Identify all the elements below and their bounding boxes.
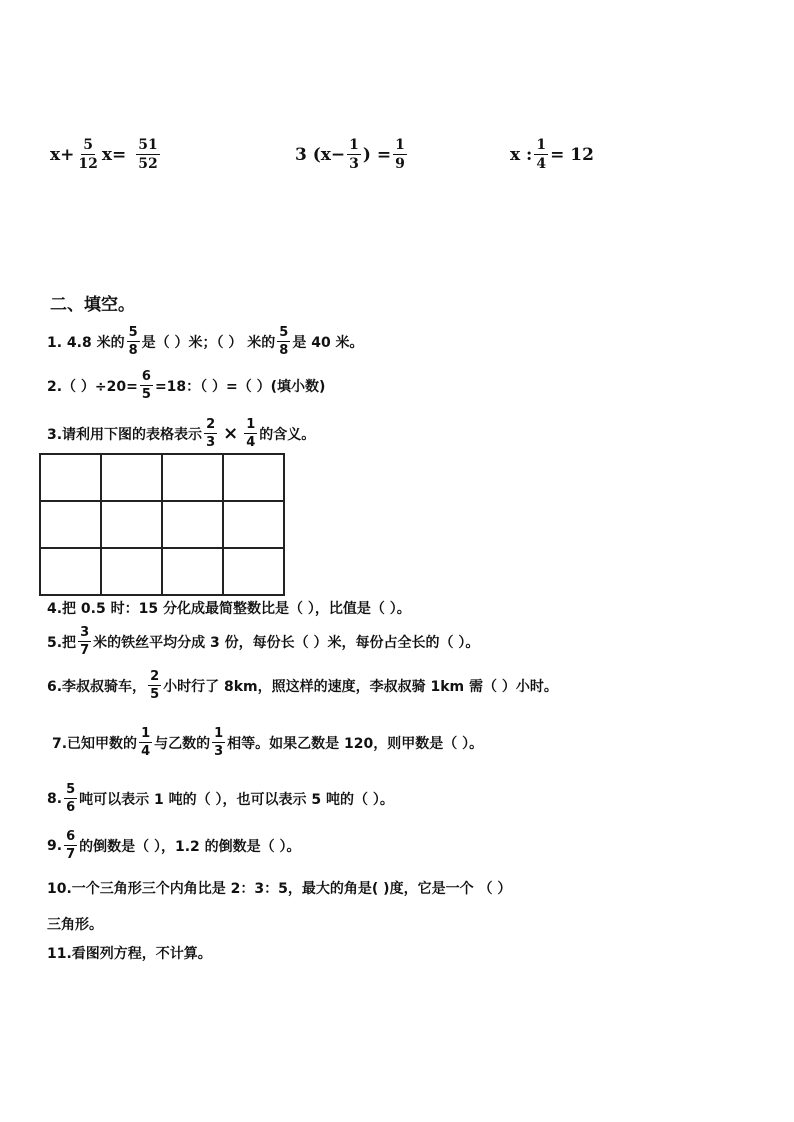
fraction: $\frac{2}{3}$ bbox=[206, 417, 216, 450]
fraction: $\frac{1}{3}$ bbox=[214, 726, 224, 759]
equation-text: x= bbox=[101, 144, 127, 165]
question-6: 6.李叔叔骑车， $\frac{2}{5}$ 小时行了 8km，照这样的速度，李叔叔骑 1km 需（ ）小时。 bbox=[47, 669, 558, 702]
question-8: 8. $\frac{5}{6}$ 吨可以表示 1 吨的（ ），也可以表示 5 吨的（ ）。 bbox=[47, 782, 394, 815]
fraction: $\frac{51}{52}$ bbox=[138, 137, 158, 172]
fraction: $\frac{1}{4}$ bbox=[141, 726, 151, 759]
grid-cell[interactable] bbox=[101, 501, 162, 548]
equation-1 bbox=[50, 138, 162, 171]
question-7: 7.已知甲数的 $\frac{1}{4}$ 与乙数的 $\frac{1}{3}$ 相等。如果乙数是 120，则甲数是（ ）。 bbox=[52, 726, 484, 759]
fraction: $\frac{3}{7}$ bbox=[80, 625, 90, 658]
question-9: 9. $\frac{6}{7}$ 的倒数是（ ），1.2 的倒数是（ ）。 bbox=[47, 829, 301, 862]
fraction: $\frac{6}{5}$ bbox=[141, 369, 151, 402]
question-10-line-2: 三角形。 bbox=[47, 917, 103, 933]
fraction: $\frac{6}{7}$ bbox=[66, 829, 76, 862]
question-10-line-1: 10.一个三角形三个内角比是 2：3：5，最大的角是( )度，它是一个 （ ） bbox=[47, 881, 512, 897]
fraction: $\frac{5}{8}$ bbox=[128, 325, 138, 358]
answer-grid[interactable] bbox=[39, 453, 285, 596]
equation-3 bbox=[510, 138, 594, 171]
grid-cell[interactable] bbox=[162, 548, 223, 595]
fraction: $\frac{1}{3}$ bbox=[349, 137, 359, 172]
equation-text: x : bbox=[510, 144, 533, 165]
equation-text: ) = bbox=[362, 144, 392, 165]
fraction: $\frac{2}{5}$ bbox=[150, 669, 160, 702]
grid-cell[interactable] bbox=[223, 454, 284, 501]
question-2: 2.（ ）÷20= $\frac{6}{5}$ =18：（ ）=（ ）(填小数) bbox=[47, 369, 326, 402]
equation-text: x+ bbox=[50, 144, 75, 165]
grid-cell[interactable] bbox=[162, 454, 223, 501]
equation-2 bbox=[295, 138, 409, 171]
section-title: 二、填空。 bbox=[50, 295, 135, 315]
question-4: 4.把 0.5 时：15 分化成最简整数比是（ ），比值是（ ）。 bbox=[47, 601, 411, 617]
grid-cell[interactable] bbox=[101, 548, 162, 595]
question-11: 11.看图列方程，不计算。 bbox=[47, 946, 212, 962]
grid-cell[interactable] bbox=[223, 548, 284, 595]
equation-text: 3 (x− bbox=[295, 144, 346, 165]
grid-cell[interactable] bbox=[162, 501, 223, 548]
fraction: $\frac{5}{8}$ bbox=[279, 325, 289, 358]
fraction: $\frac{1}{9}$ bbox=[395, 137, 405, 172]
grid-cell[interactable] bbox=[223, 501, 284, 548]
question-5: 5.把 $\frac{3}{7}$ 米的铁丝平均分成 3 份，每份长（ ）米，每份占全长的（ ）。 bbox=[47, 625, 480, 658]
fraction: $\frac{5}{6}$ bbox=[66, 782, 76, 815]
question-3: 3.请利用下图的表格表示 $\frac{2}{3}$ × $\frac{1}{4}$ 的含义。 bbox=[47, 417, 316, 450]
equation-text: = 12 bbox=[550, 144, 594, 165]
question-1: 1. 4.8 米的 $\frac{5}{8}$ 是（ ）米；（ ） 米的 $\frac{5}{8}$ 是 40 米。 bbox=[47, 325, 364, 358]
grid-cell[interactable] bbox=[40, 454, 101, 501]
grid-cell[interactable] bbox=[40, 501, 101, 548]
fraction: $\frac{1}{4}$ bbox=[246, 417, 256, 450]
fraction: $\frac{1}{4}$ bbox=[536, 137, 547, 172]
grid-cell[interactable] bbox=[101, 454, 162, 501]
fraction: $\frac{5}{12}$ bbox=[78, 137, 98, 172]
grid-cell[interactable] bbox=[40, 548, 101, 595]
